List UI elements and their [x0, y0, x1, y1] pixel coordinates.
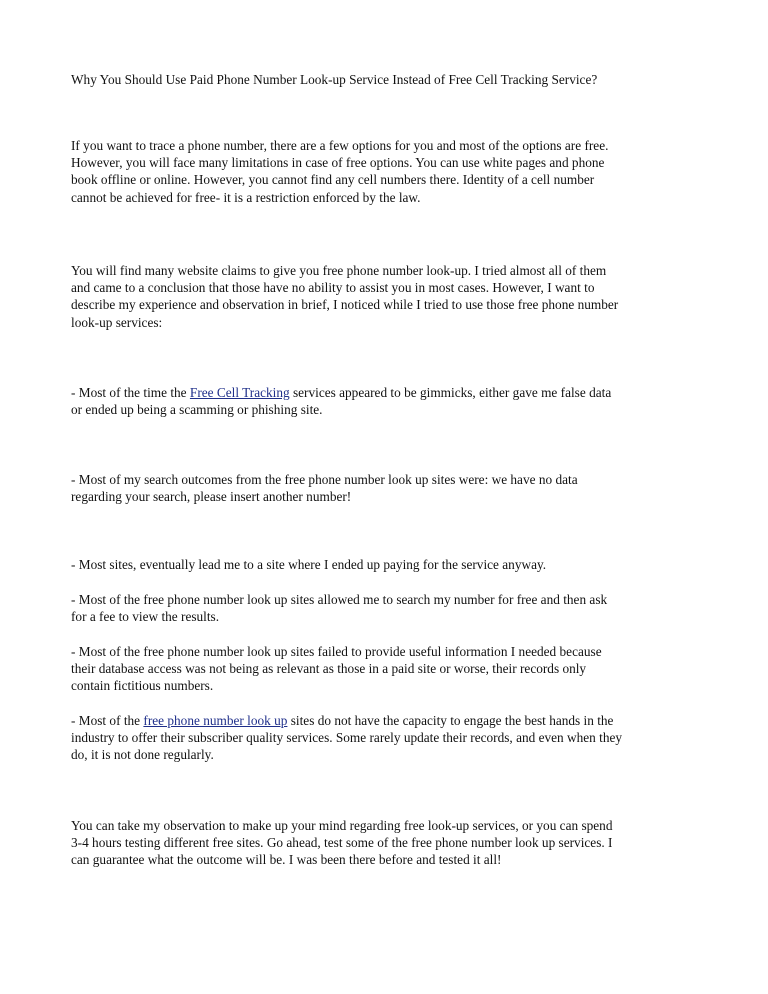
text-line: regarding your search, please insert another number! [71, 489, 352, 505]
bullet-paying-anyway [71, 556, 701, 573]
text-line: their database access was not being as relevant as those in a paid site or worse, their records only [71, 661, 587, 677]
text-line: describe my experience and observation in brief, I noticed while I tried to use those free phone number [71, 297, 619, 313]
bullet-prefix: - Most of the time the [71, 385, 190, 400]
bullet-free-cell-tracking [71, 384, 701, 418]
text-line: can guarantee what the outcome will be. I was been there before and tested it all! [71, 852, 502, 868]
text-line: do, it is not done regularly. [71, 747, 214, 763]
bullet-search-outcomes [71, 471, 701, 505]
title-line: Why You Should Use Paid Phone Number Look-up Service Instead of Free Cell Tracking Service? [71, 72, 598, 87]
free-cell-tracking-link[interactable]: Free Cell Tracking [189, 385, 290, 400]
bullet-suffix: services appeared to be gimmicks, either gave me false data [289, 385, 612, 400]
text-line: However, you will face many limitations in case of free options. You can use white pages and phone [71, 155, 605, 171]
text-line: - Most of the free phone number look up sites failed to provide useful information I needed because [71, 644, 602, 659]
text-line: book offline or online. However, you cannot find any cell numbers there. Identity of a cell number [71, 172, 595, 188]
text-line [71, 384, 701, 401]
free-phone-number-lookup-link[interactable]: free phone number look up [143, 713, 288, 728]
text-line: - Most of my search outcomes from the free phone number look up sites were: we have no data [71, 472, 578, 487]
text-line: for a fee to view the results. [71, 609, 220, 625]
intro-paragraph [71, 137, 701, 206]
bullet-useless-information [71, 643, 701, 695]
bullet-prefix: - Most of the [71, 713, 144, 728]
text-line: You will find many website claims to give you free phone number look-up. I tried almost all of them [71, 263, 607, 278]
experience-paragraph [71, 262, 701, 331]
text-line: or ended up being a scamming or phishing site. [71, 402, 323, 418]
bullet-fee-to-view [71, 591, 701, 625]
document-title [71, 71, 701, 88]
text-line: industry to offer their subscriber quality services. Some rarely update their records, and even when they [71, 730, 623, 746]
text-line: 3-4 hours testing different free sites. Go ahead, test some of the free phone number look up services. I [71, 835, 613, 851]
text-line: cannot be achieved for free- it is a restriction enforced by the law. [71, 189, 421, 205]
text-line: and came to a conclusion that those have no ability to assist you in most cases. However, I want to [71, 280, 595, 296]
text-line: - Most of the free phone number look up sites allowed me to search my number for free and then ask [71, 592, 608, 607]
text-line: - Most sites, eventually lead me to a site where I ended up paying for the service anyway. [71, 557, 547, 572]
closing-paragraph [71, 817, 701, 869]
bullet-suffix: sites do not have the capacity to engage the best hands in the [287, 713, 614, 728]
text-line: You can take my observation to make up your mind regarding free look-up services, or you can spend [71, 818, 613, 833]
text-line: contain fictitious numbers. [71, 678, 214, 694]
text-line [71, 712, 701, 729]
bullet-free-phone-lookup [71, 712, 701, 764]
text-line: If you want to trace a phone number, there are a few options for you and most of the options are free. [71, 138, 609, 153]
text-line: look-up services: [71, 314, 163, 330]
